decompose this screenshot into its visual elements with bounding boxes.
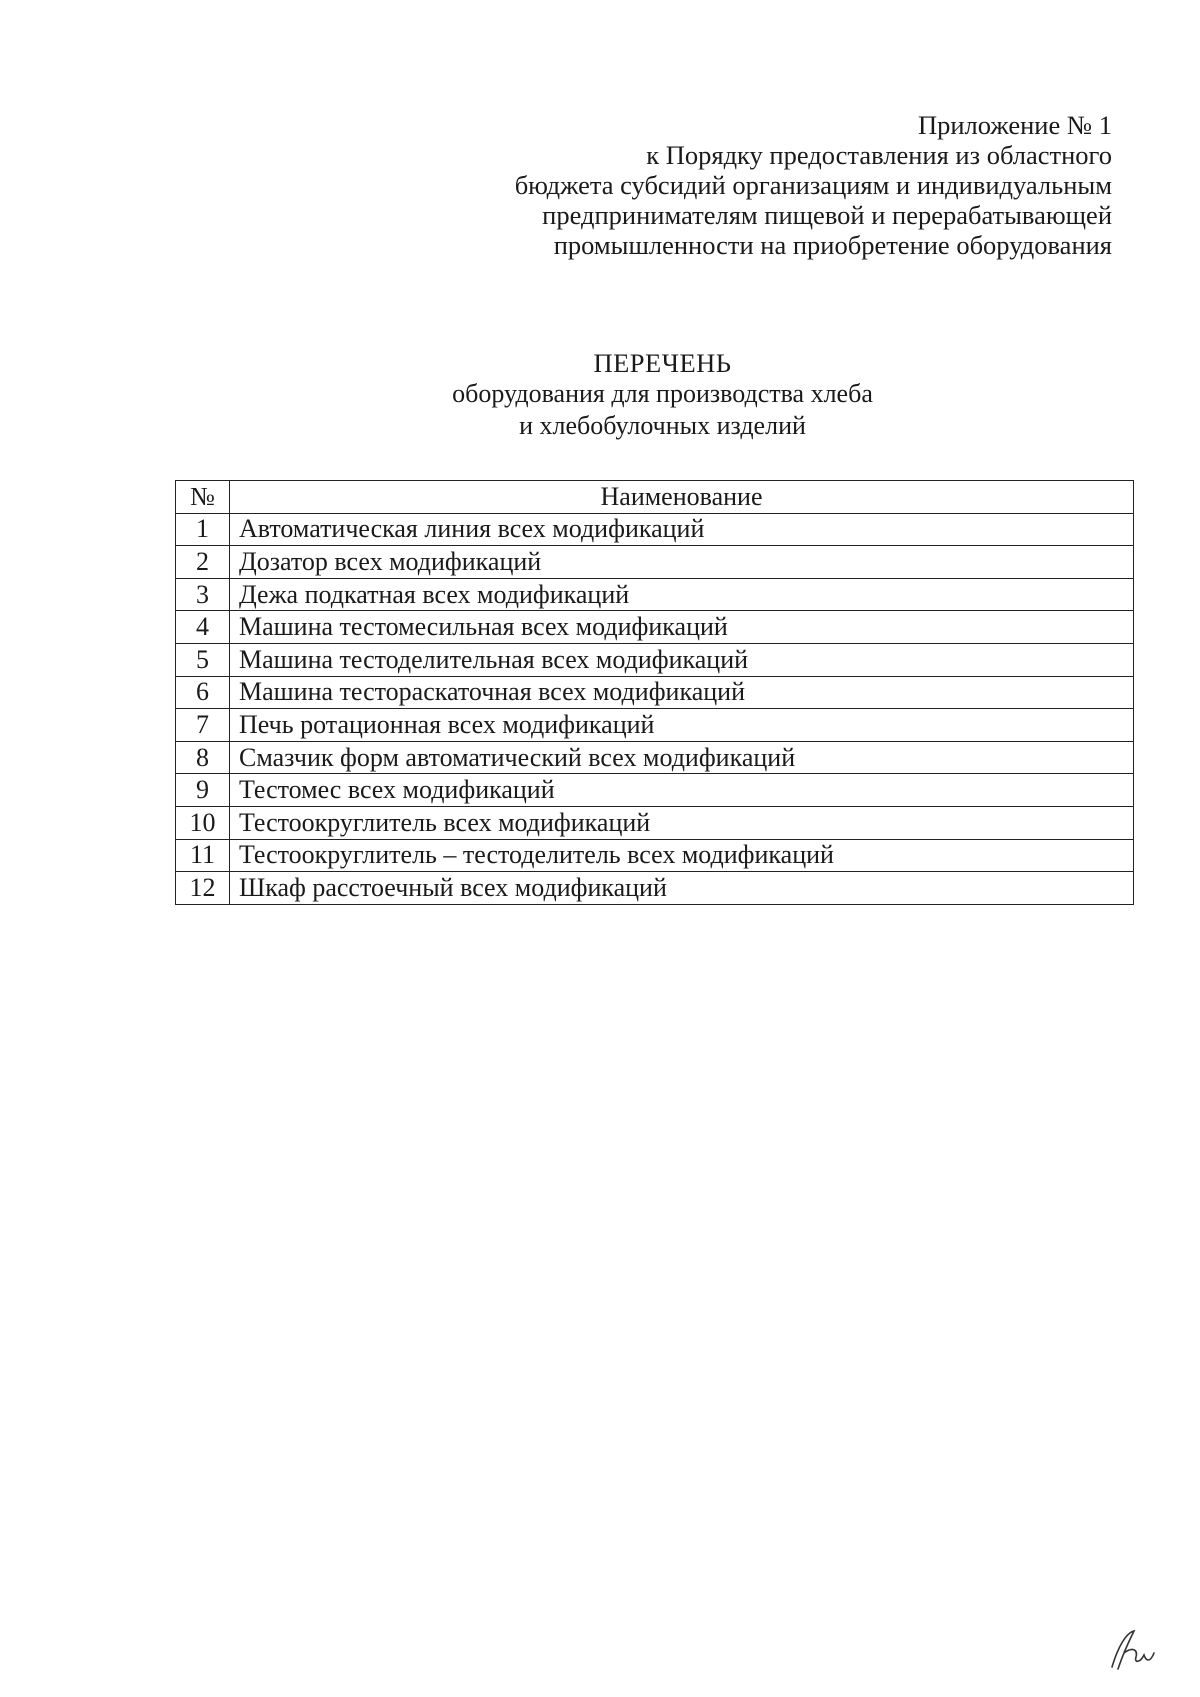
row-name: Тестоокруглитель – тестоделитель всех модификаций xyxy=(230,839,1134,872)
header-name: Наименование xyxy=(230,481,1134,514)
annex-line-3: бюджета субсидий организациям и индивидуальным xyxy=(514,170,1112,200)
table-row xyxy=(176,741,1134,774)
table-row xyxy=(176,774,1134,807)
row-name: Тестомес всех модификаций xyxy=(230,774,1134,807)
row-name: Дозатор всех модификаций xyxy=(230,546,1134,579)
equipment-table xyxy=(175,480,1134,905)
row-name: Шкаф расстоечный всех модификаций xyxy=(230,872,1134,905)
table-row xyxy=(176,839,1134,872)
row-number: 7 xyxy=(176,709,230,742)
row-number: 3 xyxy=(176,578,230,611)
document-subtitle-line-2: и хлебобулочных изделий xyxy=(519,411,806,440)
row-number: 11 xyxy=(176,839,230,872)
table-row xyxy=(176,513,1134,546)
table-header-row xyxy=(176,481,1134,514)
annex-line-5: промышленности на приобретение оборудования xyxy=(553,230,1112,260)
row-number: 2 xyxy=(176,546,230,579)
row-name: Смазчик форм автоматический всех модификаций xyxy=(230,741,1134,774)
row-number: 12 xyxy=(176,872,230,905)
table-row xyxy=(176,546,1134,579)
table-row xyxy=(176,806,1134,839)
table-row xyxy=(176,611,1134,644)
row-name: Дежа подкатная всех модификаций xyxy=(230,578,1134,611)
row-number: 9 xyxy=(176,774,230,807)
row-number: 10 xyxy=(176,806,230,839)
handwritten-signature-icon xyxy=(1104,1627,1164,1673)
document-subtitle-line-1: оборудования для производства хлеба xyxy=(452,379,873,408)
annex-line-4: предпринимателям пищевой и перерабатывающей xyxy=(542,200,1112,230)
header-number: № xyxy=(176,481,230,514)
row-number: 4 xyxy=(176,611,230,644)
row-name: Машина тестораскаточная всех модификаций xyxy=(230,676,1134,709)
table-row xyxy=(176,643,1134,676)
row-number: 1 xyxy=(176,513,230,546)
annex-line-1: Приложение № 1 xyxy=(917,110,1112,140)
row-name: Автоматическая линия всех модификаций xyxy=(230,513,1134,546)
table-row xyxy=(176,578,1134,611)
row-number: 6 xyxy=(176,676,230,709)
document-title: ПЕРЕЧЕНЬ xyxy=(593,348,732,378)
row-number: 5 xyxy=(176,643,230,676)
annex-line-2: к Порядку предоставления из областного xyxy=(646,140,1112,170)
table-row xyxy=(176,676,1134,709)
row-name: Тестоокруглитель всех модификаций xyxy=(230,806,1134,839)
document-heading xyxy=(160,348,1165,442)
annex-header xyxy=(412,110,1112,260)
row-number: 8 xyxy=(176,741,230,774)
table-row xyxy=(176,872,1134,905)
table-row xyxy=(176,709,1134,742)
row-name: Машина тестоделительная всех модификаций xyxy=(230,643,1134,676)
row-name: Печь ротационная всех модификаций xyxy=(230,709,1134,742)
row-name: Машина тестомесильная всех модификаций xyxy=(230,611,1134,644)
